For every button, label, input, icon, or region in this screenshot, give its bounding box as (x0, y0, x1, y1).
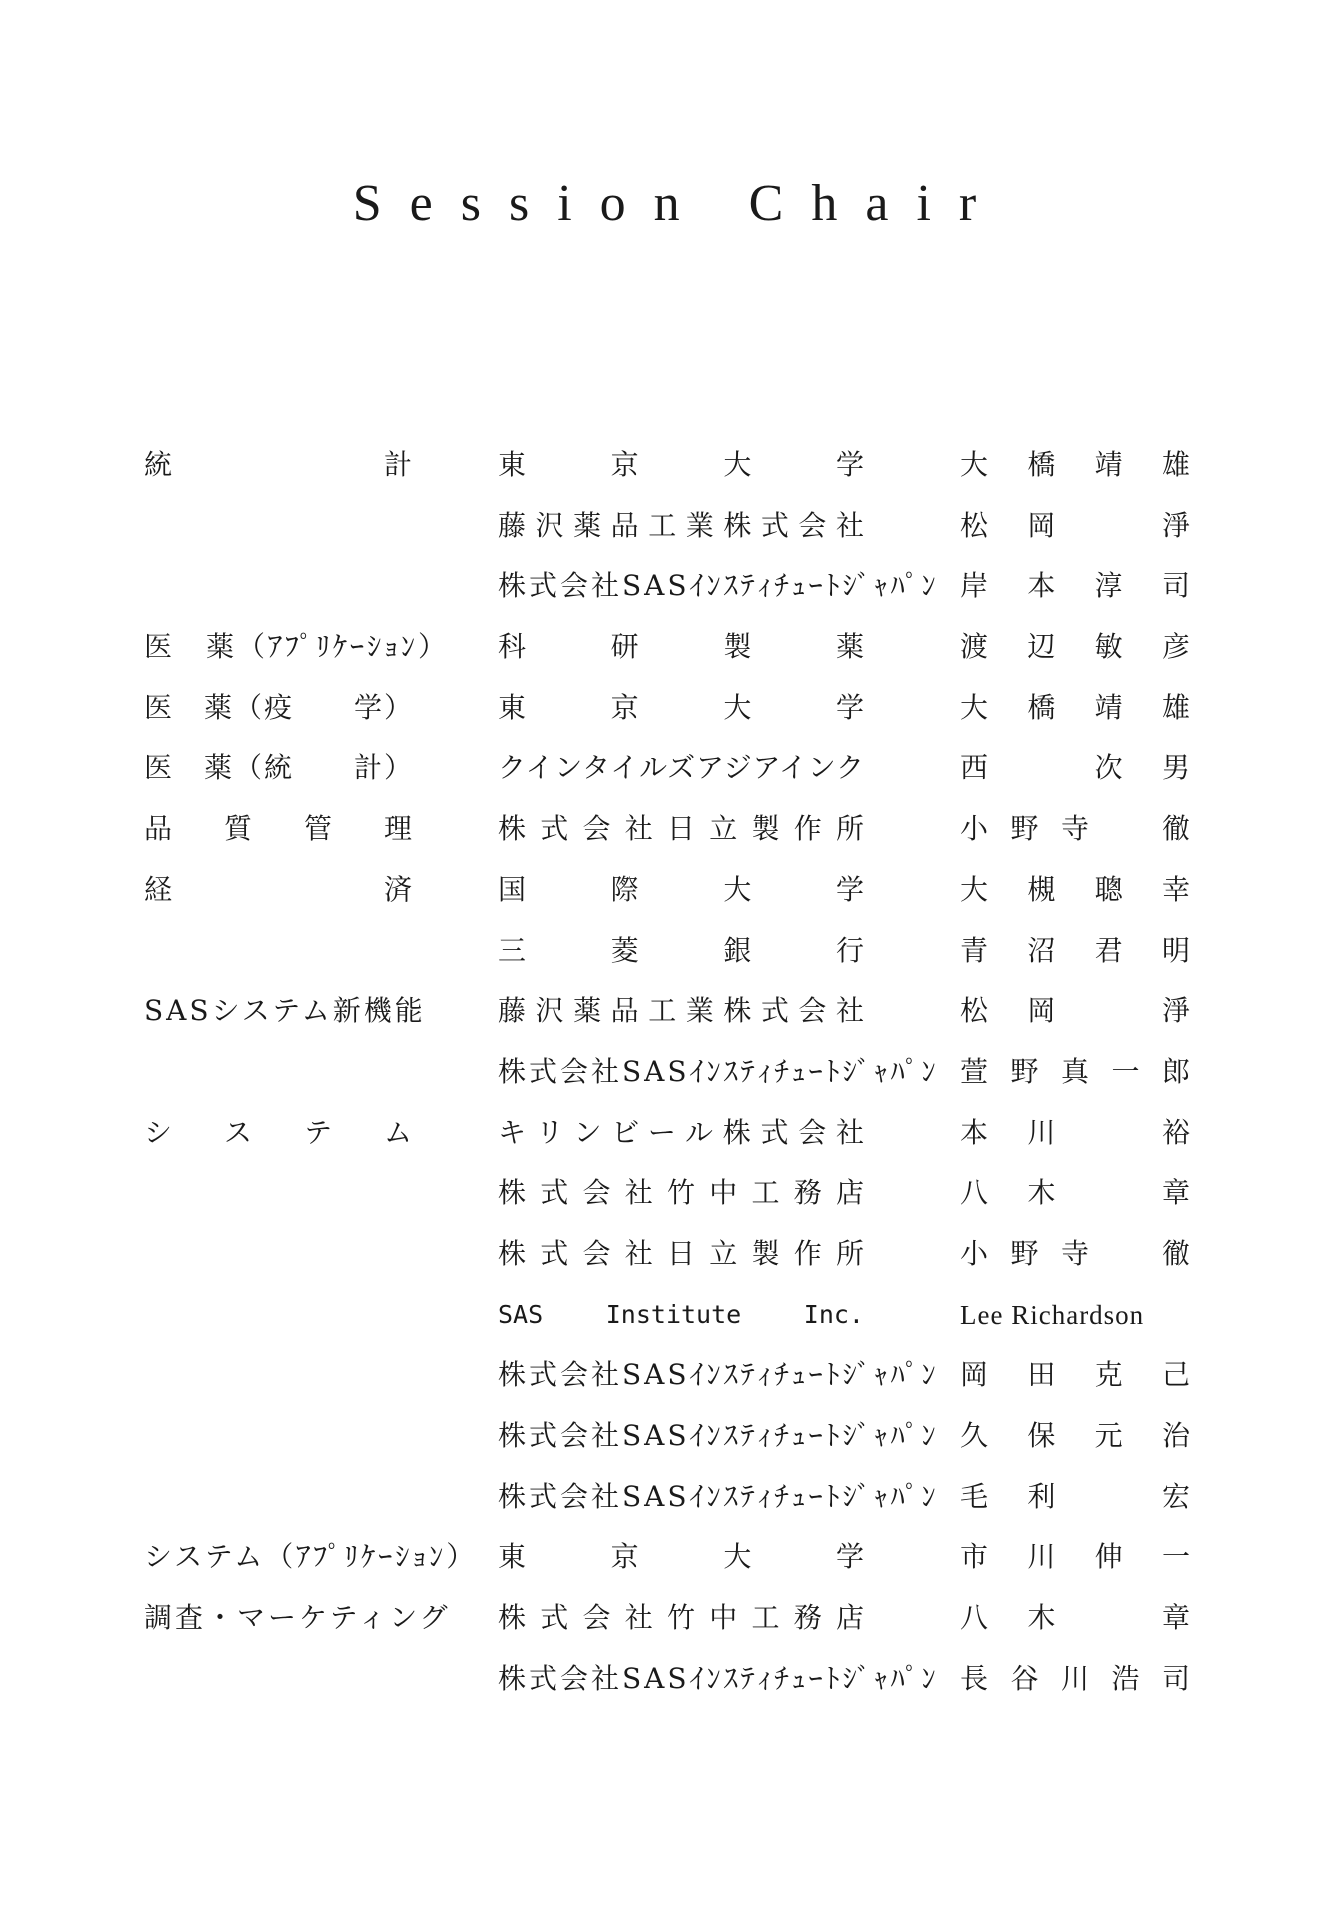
table-row (0, 1472, 1329, 1533)
organization: 株式会社竹中工務店 (498, 1176, 864, 1210)
table-row (0, 622, 1329, 683)
organization: 株式会社SASｲﾝｽﾃｨﾁｭｰﾄｼﾞｬﾊﾟﾝ (498, 1661, 939, 1695)
chair-name: 本川 裕 (960, 1115, 1190, 1149)
chair-name: 八木 章 (960, 1176, 1190, 1210)
chair-name: 大橋靖雄 (960, 690, 1190, 724)
table-row (0, 804, 1329, 865)
session-name (144, 1472, 412, 1533)
table-row (0, 743, 1329, 804)
table-row (0, 1290, 1329, 1351)
table-row (0, 683, 1329, 744)
organization: 株式会社SASｲﾝｽﾃｨﾁｭｰﾄｼﾞｬﾊﾟﾝ (498, 1479, 939, 1513)
organization: 株式会社竹中工務店 (498, 1601, 864, 1635)
session-name (144, 926, 412, 987)
organization: 東 京 大 学 (498, 448, 864, 481)
session-name (144, 501, 412, 562)
chair-name: 八木 章 (960, 1601, 1190, 1635)
session-name (144, 1047, 412, 1108)
session-chair-table (0, 440, 1329, 1714)
chair-name: 長谷川浩司 (960, 1661, 1190, 1695)
organization: 株式会社日立製作所 (498, 1236, 864, 1270)
organization: 藤沢薬品工業株式会社 (498, 994, 864, 1028)
organization: SAS Institute Inc. (498, 1299, 864, 1329)
page-title: Session Chair (352, 175, 1005, 232)
chair-name: 青沼君明 (960, 933, 1190, 967)
table-row (0, 440, 1329, 501)
session-name (144, 1350, 412, 1411)
session-name: 調査・マーケティング (144, 1601, 451, 1635)
table-row (0, 986, 1329, 1047)
session-name (144, 1168, 412, 1229)
organization: 株式会社SASｲﾝｽﾃｨﾁｭｰﾄｼﾞｬﾊﾟﾝ (498, 1054, 939, 1088)
session-name: SASシステム新機能 (144, 994, 426, 1028)
table-row (0, 1532, 1329, 1593)
table-row (0, 1108, 1329, 1169)
chair-name: 大橋靖雄 (960, 448, 1190, 481)
organization: 東 京 大 学 (498, 1540, 864, 1574)
table-row (0, 561, 1329, 622)
session-name: 医 薬（疫 学） (144, 690, 412, 724)
chair-name: 小野寺 徹 (960, 1236, 1190, 1270)
chair-name: 市川伸一 (960, 1540, 1190, 1574)
chair-name: 渡辺敏彦 (960, 630, 1190, 664)
organization: 株式会社SASｲﾝｽﾃｨﾁｭｰﾄｼﾞｬﾊﾟﾝ (498, 1358, 939, 1392)
session-name: シ ス テ ム (144, 1115, 412, 1149)
chair-name: 松岡 淨 (960, 508, 1190, 542)
session-name (144, 561, 412, 622)
table-row (0, 501, 1329, 562)
session-name (144, 1411, 412, 1472)
organization: 東 京 大 学 (498, 690, 864, 724)
chair-name: 松岡 淨 (960, 994, 1190, 1028)
table-row (0, 1411, 1329, 1472)
chair-name: 小野寺 徹 (960, 812, 1190, 846)
organization: 国 際 大 学 (498, 872, 864, 906)
session-name: システム（ｱﾌﾟﾘｹｰｼｮﾝ） (144, 1540, 478, 1574)
organization: 藤沢薬品工業株式会社 (498, 508, 864, 542)
session-name: 医 薬（ｱﾌﾟﾘｹｰｼｮﾝ） (144, 630, 450, 664)
table-row (0, 926, 1329, 987)
session-name (144, 1290, 412, 1351)
table-row (0, 1593, 1329, 1654)
organization: 株式会社日立製作所 (498, 812, 864, 846)
session-name: 経 済 (144, 872, 412, 906)
chair-name: 萱野真一郎 (960, 1054, 1190, 1088)
organization: クインタイルズアジアインク (498, 751, 864, 785)
chair-name: Lee Richardson (960, 1299, 1145, 1330)
session-name: 医 薬（統 計） (144, 751, 412, 785)
table-row (0, 1168, 1329, 1229)
organization: キリンビール株式会社 (498, 1115, 864, 1149)
chair-name: 大槻聰幸 (960, 872, 1190, 906)
chair-name: 久保元治 (960, 1419, 1190, 1452)
organization: 株式会社SASｲﾝｽﾃｨﾁｭｰﾄｼﾞｬﾊﾟﾝ (498, 569, 939, 603)
table-row (0, 1654, 1329, 1715)
table-row (0, 1047, 1329, 1108)
session-name (144, 1654, 412, 1715)
organization: 三 菱 銀 行 (498, 933, 864, 967)
chair-name: 西 次男 (960, 751, 1190, 785)
table-row (0, 1229, 1329, 1290)
table-row (0, 1350, 1329, 1411)
organization: 株式会社SASｲﾝｽﾃｨﾁｭｰﾄｼﾞｬﾊﾟﾝ (498, 1419, 939, 1452)
session-name: 品 質 管 理 (144, 812, 412, 846)
table-row (0, 865, 1329, 926)
session-name (144, 1229, 412, 1290)
session-name: 統 計 (144, 448, 412, 481)
organization: 科 研 製 薬 (498, 630, 864, 664)
chair-name: 毛利 宏 (960, 1479, 1190, 1513)
chair-name: 岸本淳司 (960, 569, 1190, 603)
chair-name: 岡田克己 (960, 1358, 1190, 1392)
